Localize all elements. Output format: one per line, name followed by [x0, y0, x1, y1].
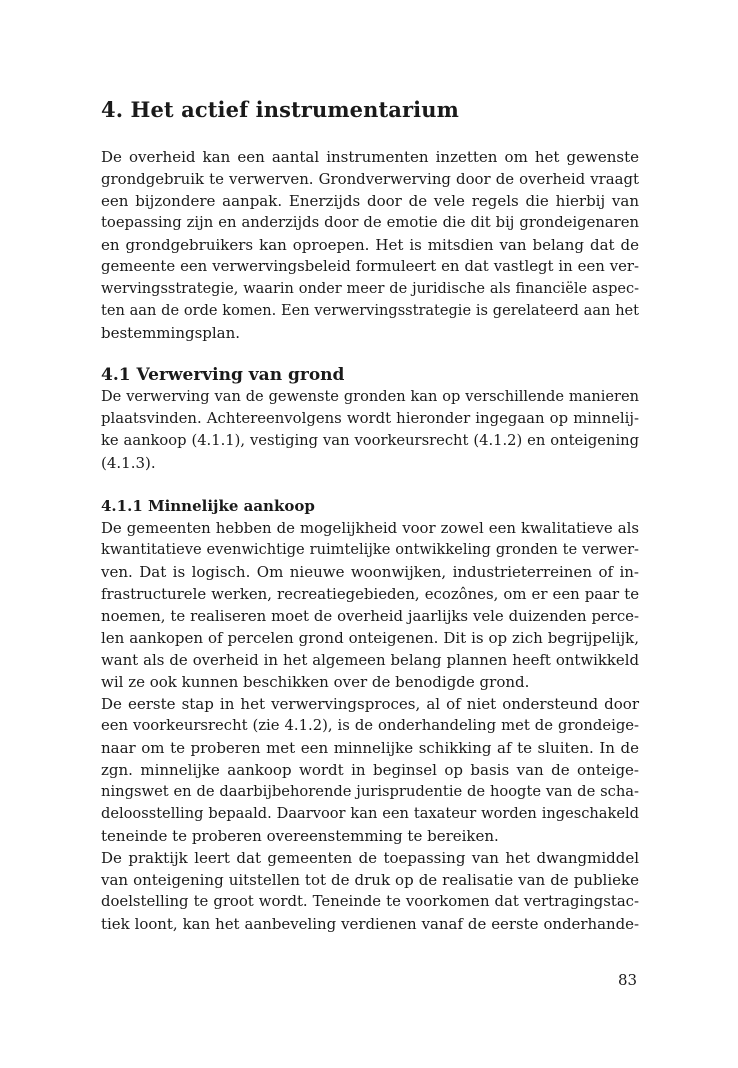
paragraph-line: ningswet en de daarbijbehorende jurisprudentie de hoogte van de scha-: [101, 783, 639, 800]
paragraph-line: ke aankoop (4.1.1), vestiging van voorkeursrecht (4.1.2) en onteigening: [101, 432, 639, 449]
paragraph-line: De overheid kan een aantal instrumenten inzetten om het gewenste: [101, 148, 639, 166]
paragraph-line: gemeente een verwervingsbeleid formuleert en dat vastlegt in een ver-: [101, 258, 639, 275]
chapter-title: 4. Het actief instrumentarium: [101, 97, 459, 122]
paragraph-line: want als de overheid in het algemeen belang plannen heeft ontwikkeld: [101, 651, 639, 669]
paragraph-line: en grondgebruikers kan oproepen. Het is mitsdien van belang dat de: [101, 236, 639, 254]
paragraph-line: len aankopen of percelen grond onteigenen. Dit is op zich begrijpelijk,: [101, 629, 639, 647]
paragraph-line: grondgebruik te verwerven. Grondverwerving door de overheid vraagt: [101, 170, 639, 188]
paragraph-line: wil ze ook kunnen beschikken over de benodigde grond.: [101, 673, 530, 691]
paragraph-line: De verwerving van de gewenste gronden kan op verschillende manieren: [101, 388, 639, 405]
paragraph-line: De gemeenten hebben de mogelijkheid voor zowel een kwalitatieve als: [101, 519, 639, 537]
paragraph-line: toepassing zijn en anderzijds door de emotie die dit bij grondeigenaren: [101, 214, 639, 231]
paragraph-line: bestemmingsplan.: [101, 324, 241, 342]
paragraph-line: een voorkeursrecht (zie 4.1.2), is de onderhandeling met de grondeige-: [101, 717, 639, 734]
page-number: 83: [618, 971, 638, 989]
paragraph-line: (4.1.3).: [101, 454, 156, 472]
paragraph-line: ten aan de orde komen. Een verwervingsstrategie is gerelateerd aan het: [101, 303, 639, 319]
paragraph-line: De praktijk leert dat gemeenten de toepassing van het dwangmiddel: [101, 849, 639, 867]
paragraph-line: tiek loont, kan het aanbeveling verdienen vanaf de eerste onderhande-: [101, 915, 639, 933]
paragraph-line: plaatsvinden. Achtereenvolgens wordt hieronder ingegaan op minnelij-: [101, 410, 639, 427]
section-title: 4.1 Verwerving van grond: [101, 365, 345, 385]
paragraph-line: ven. Dat is logisch. Om nieuwe woonwijken, industrieterreinen of in-: [101, 563, 639, 581]
paragraph-line: doelstelling te groot wordt. Teneinde te voorkomen dat vertragingstac-: [101, 893, 639, 910]
paragraph-line: naar om te proberen met een minnelijke schikking af te sluiten. In de: [101, 739, 639, 757]
paragraph-line: De eerste stap in het verwervingsproces, al of niet ondersteund door: [101, 695, 639, 713]
paragraph-line: van onteigening uitstellen tot de druk op de realisatie van de publieke: [101, 871, 639, 889]
subsection-title: 4.1.1 Minnelijke aankoop: [101, 497, 315, 515]
paragraph-line: wervingsstrategie, waarin onder meer de juridische als financiële aspec-: [101, 281, 639, 297]
paragraph-line: teneinde te proberen overeenstemming te bereiken.: [101, 827, 499, 845]
paragraph-line: deloosstelling bepaald. Daarvoor kan een taxateur worden ingeschakeld: [101, 805, 639, 822]
paragraph-line: kwantitatieve evenwichtige ruimtelijke ontwikkeling gronden te verwer-: [101, 541, 639, 558]
paragraph-line: zgn. minnelijke aankoop wordt in beginsel op basis van de onteige-: [101, 761, 639, 779]
paragraph-line: noemen, te realiseren moet de overheid jaarlijks vele duizenden perce-: [101, 607, 639, 625]
paragraph-line: frastructurele werken, recreatiegebieden, ecozônes, om er een paar te: [101, 585, 639, 603]
paragraph-line: een bijzondere aanpak. Enerzijds door de vele regels die hierbij van: [101, 192, 639, 210]
